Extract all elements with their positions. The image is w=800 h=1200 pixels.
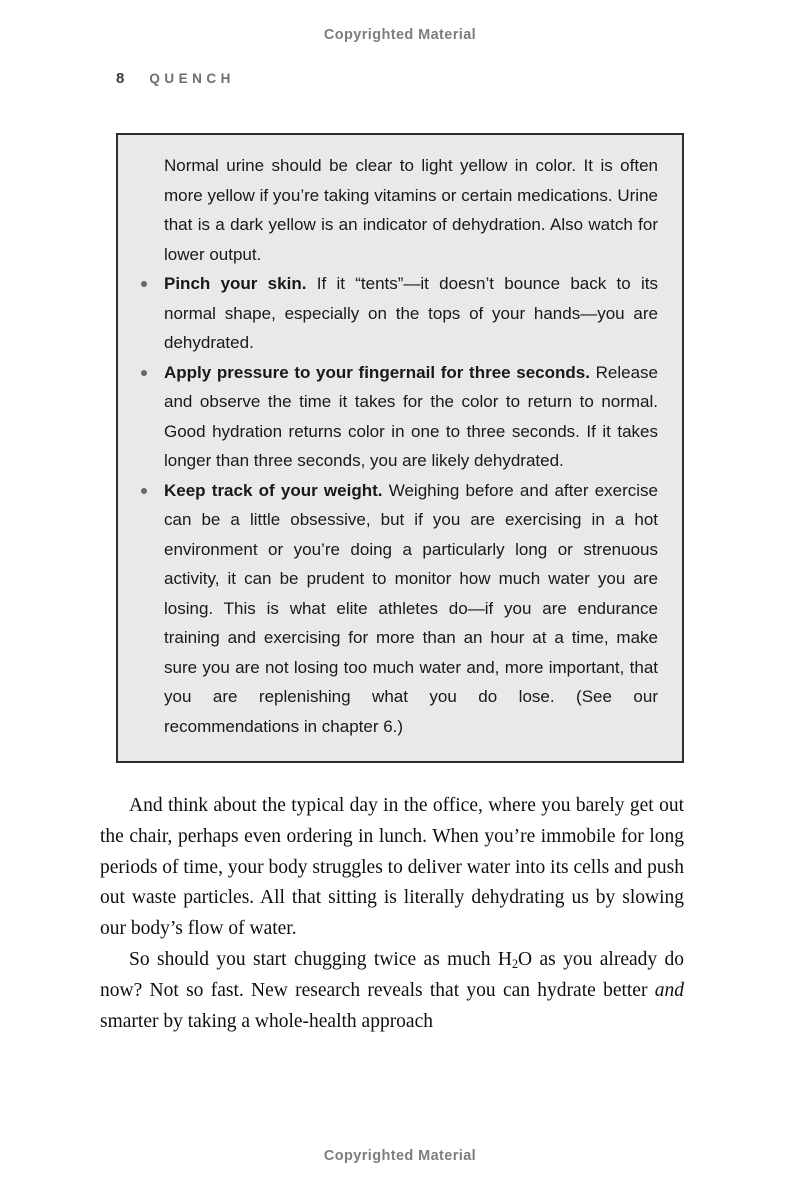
bullet-icon [141,370,147,376]
page-number: 8 [116,70,125,87]
bullet-item-track-weight [164,476,658,742]
bullet-text: Release and observe the time it takes for the color to return to normal. Good hydration returns color in one to three seconds. If it takes longer than three seconds, you are likely dehydrated. [164,362,659,470]
book-title: QUENCH [149,71,235,86]
bullet-item-fingernail-pressure [164,358,658,476]
paragraph-2-middle: O as you already do now? Not so fast. New research reveals that you can hydrate better [100,948,685,1001]
running-header [116,70,235,87]
body-paragraph-2 [100,945,684,1037]
bullet-text: Weighing before and after exercise can be a little obsessive, but if you are exercising in a hot environment or you’re doing a particularly long or strenuous activity, it can be prudent to monitor how much water you are losing. This is what elite athletes do—if you are endurance training and exercising for more than an hour at a time, make sure you are not losing too much water and, more important, that you are replenishing what you do lose. (See our recommendations in chapter 6.) [164,480,659,736]
hydration-check-callout-box [116,133,684,763]
bullet-lead: Pinch your skin. [164,274,307,293]
h2o-subscript: 2 [511,957,519,971]
callout-intro-paragraph: Normal urine should be clear to light yellow in color. It is often more yellow if you’re taking vitamins or certain medications. Urine that is a dark yellow is an indicator of dehydration. Also watch for lower output. [164,156,658,264]
copyright-notice-top: Copyrighted Material [323,27,477,43]
bullet-icon [141,281,147,287]
paragraph-2-start: So should you start chugging twice as much H [129,948,512,970]
body-paragraph-1: And think about the typical day in the office, where you barely get out the chair, perhaps even ordering in lunch. When you’re immobile for long periods of time, your body struggles to deliver water into its cells and push out waste particles. All that sitting is literally dehydrating us by slowing our body’s flow of water. [100,795,684,940]
copyright-notice-bottom: Copyrighted Material [323,1148,477,1164]
paragraph-2-end: smarter by taking a whole-health approach [100,1010,433,1032]
bullet-item-pinch-skin [164,269,658,358]
bullet-icon [141,488,147,494]
body-text-column [100,791,684,1037]
bullet-text: If it “tents”—it doesn’t bounce back to its normal shape, especially on the tops of your hands—you are dehydrated. [164,274,658,352]
bullet-lead: Apply pressure to your fingernail for three seconds. [164,362,590,382]
bullet-lead: Keep track of your weight. [164,480,383,500]
italic-emphasis-word: and [654,979,684,1001]
